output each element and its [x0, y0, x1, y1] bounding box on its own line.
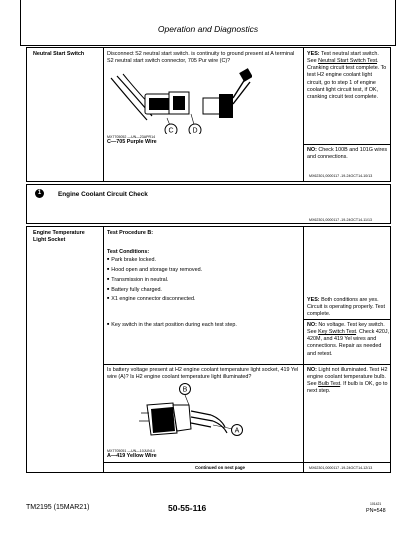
pn-number: PN=548 — [366, 508, 386, 514]
step-label: Neutral Start Switch — [33, 51, 85, 57]
row-divider — [103, 364, 390, 365]
reference-code: MX62301,0000117 -19-24OCT14-10/13 — [309, 174, 373, 178]
yes-result: YES: Both conditions are yes. Circuit is operating properly. Test complete. — [307, 297, 385, 318]
row-divider — [303, 319, 390, 320]
column-divider — [303, 227, 304, 472]
step-label: Engine Temperature Light Socket — [33, 230, 85, 244]
test-conditions-label: Test Conditions: — [107, 249, 150, 255]
condition-item: ■ X1 engine connector disconnected. — [107, 296, 196, 303]
condition-item: ■ Hood open and storage tray removed. — [107, 267, 202, 274]
neutral-start-switch-test-link[interactable]: Neutral Start Switch Test — [318, 58, 378, 65]
figure-caption: A—419 Yellow Wire — [107, 453, 157, 459]
column-divider — [103, 227, 104, 472]
test-procedure: Test Procedure B: — [107, 230, 154, 236]
condition-item: ■ Transmission in neutral. — [107, 277, 168, 284]
column-divider — [103, 48, 104, 181]
neutral-start-switch-step — [26, 47, 391, 182]
figure-id: MX7705051 —UN—10JUN14 — [107, 449, 155, 453]
bulb-test-link[interactable]: Bulb Test — [318, 381, 341, 388]
print-code: 101421 — [370, 502, 382, 506]
callout-c: C — [168, 127, 174, 134]
engine-temperature-light-socket-figure — [127, 383, 247, 445]
page-number: 50-55-116 — [168, 503, 207, 513]
reference-code: MX62301,0000117 -19-24OCT14-12/13 — [309, 466, 373, 470]
figure-id: MX7705052 —UN—23APR14 — [107, 135, 156, 139]
key-switch-test-link[interactable]: Key Switch Test — [318, 329, 357, 336]
page-header — [20, 0, 396, 46]
column-divider — [303, 48, 304, 181]
row-divider — [303, 144, 390, 145]
engine-coolant-circuit-check-heading — [26, 184, 391, 224]
no-voltage-result: NO: No voltage. Test key switch. See Key Switch Test. Check 420J, 420M, and 419 Yel wires and connections. Repair as needed and retest. — [307, 322, 390, 357]
row-divider — [103, 462, 390, 463]
figure-caption: C—705 Purple Wire — [107, 139, 157, 145]
engine-temperature-light-socket-step — [26, 226, 391, 473]
neutral-start-switch-connector-figure — [107, 68, 252, 134]
yes-result: YES: Test neutral start switch. See Neutral Start Switch Test. Cranking circuit test complete. To test H2 engine coolant light circuit, go to step 1 of engine coolant light circuit test, if OK, cranking circuit test complete. — [307, 51, 387, 100]
step-question: Is battery voltage present at H2 engine coolant temperature light socket, 419 Yel wire (A)? Is H2 engine coolant temperature light illuminated? — [107, 367, 299, 381]
callout-d: D — [192, 127, 198, 134]
light-not-illuminated-result: NO: Light not illuminated. Test H2 engine coolant temperature bulb. See Bulb Test. If bulb is OK, go to next step. — [307, 367, 388, 395]
manual-id: TM2195 (15MAR21) — [26, 504, 90, 511]
callout-b: B — [182, 386, 188, 394]
section-title: Engine Coolant Circuit Check — [58, 191, 148, 198]
step-number-badge: 1 — [35, 189, 44, 198]
key-switch-step: ■ Key switch in the start position during each test step. — [107, 322, 237, 329]
reference-code: MX62301,0000117 -19-24OCT14-11/13 — [309, 218, 372, 222]
callout-a: A — [234, 427, 240, 435]
condition-item: ■ Park brake locked. — [107, 257, 156, 264]
continued-note: Continued on next page — [195, 465, 246, 470]
step-instruction: Disconnect S2 neutral start switch. is continuity to ground present at A terminal S2 neutral start switch connector, 705 Pur wire (C)? — [107, 51, 295, 65]
page-title: Operation and Diagnostics — [157, 24, 259, 34]
condition-item: ■ Battery fully charged. — [107, 287, 162, 294]
no-result: NO: Check 100B and 101G wires and connections. — [307, 147, 388, 161]
